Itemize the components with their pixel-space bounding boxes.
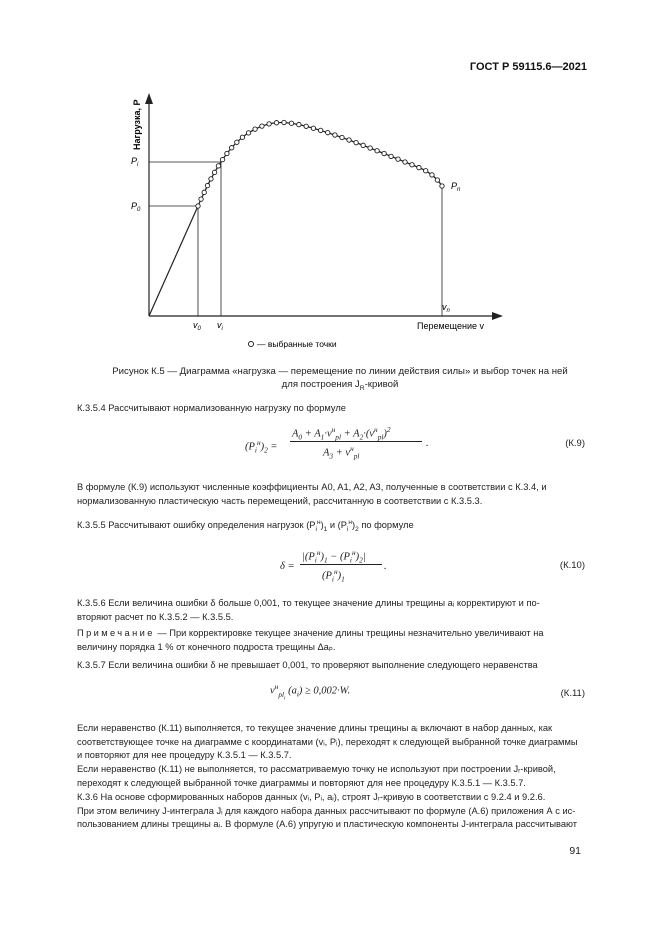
y-axis-arrow [145,93,153,104]
selected-point [347,138,351,142]
selected-point [304,124,308,128]
paragraph-inequality-false: Если неравенство (К.11) не выполняется, то рассматриваемую точку не используют при построении Jᵣ-кривой, переходят к следующей выбранной точке диаграммы и повторяют для нее процедуру К.3.5.1 — К.3.5.7. [77,764,556,788]
v0-label: $v_0$ [193,320,201,332]
paragraph-inequality-true: Если неравенство (К.11) выполняется, то текущее значение длины трещины aᵢ включают в набор данных, как соответствующее точке на диаграмме с координатами (vᵢ, Pᵢ), переходят к следующей выбранной точке диаграммы и повторяют для нее процедуру К.3.5.1 — К.3.5.7. [77,723,578,761]
selected-point [212,170,216,174]
paragraph-k356: К.3.5.6 Если величина ошибки δ больше 0,001, то текущее значение длины трещины aᵢ корректируют и по- вторяют расчет по К.3.5.2 — К.3.5.5. [77,598,540,622]
selected-point [225,151,229,155]
selected-point [220,157,224,161]
pn-label: $P_n$ [451,181,461,193]
y-axis-label: Нагрузка, P [132,99,142,150]
selected-point [297,122,301,126]
selected-point [424,169,428,173]
vi-label: $v_i$ [217,320,223,332]
selected-point [361,143,365,147]
selected-point [205,183,209,187]
legend-text: — выбранные точки [257,339,337,349]
selected-point [282,120,286,124]
x-axis-label: Перемещение v [417,321,484,331]
selected-point [396,157,400,161]
selected-points [196,120,444,208]
selected-point [216,164,220,168]
selected-point [209,177,213,181]
selected-point [311,126,315,130]
selected-point [382,151,386,155]
selected-point [403,160,407,164]
selected-point [235,140,239,144]
p0-label: $P_0$ [131,201,141,213]
legend-marker [249,342,254,347]
selected-point [267,122,271,126]
selected-point [375,149,379,153]
selected-point [340,135,344,139]
selected-point [389,154,393,158]
selected-point [229,146,233,150]
caption-line2: для построения $J_R$-кривой [281,379,399,392]
selected-point [253,127,257,131]
formula-k11: $v^н_{pl_i}$ $(a_i) \ge 0,002\cdot W$. [270,682,351,702]
selected-point [199,197,203,201]
selected-point [410,163,414,167]
selected-point [435,178,439,182]
selected-point [440,184,444,188]
selected-point [274,121,278,125]
selected-point [196,204,200,208]
selected-point [417,165,421,169]
selected-point [289,121,293,125]
vn-label: $v_n$ [442,302,450,314]
selected-point [326,130,330,134]
selected-point [260,124,264,128]
paragraph-k355: К.3.5.5 Рассчитывают ошибку определения нагрузок $(P_i^н)_1$ и $(P_i^н)_2$ по формуле [77,519,414,533]
caption-line1: Рисунок К.5 — Диаграмма «нагрузка — перемещение по линии действия силы» и выбор точек на ней [112,366,568,377]
selected-point [368,146,372,150]
figure-caption [60,365,620,395]
equation-number-k10: (К.10) [559,560,585,571]
selected-point [354,140,358,144]
equation-number-k11: (К.11) [560,688,585,699]
equation-number-k9: (К.9) [565,438,585,449]
paragraph-k9-explanation: В формуле (К.9) используют численные коэффициенты A0, A1, A2, A3, полученные в соответствии с К.3.4, и нормализованную пластическую часть перемещений, рассчитанную в соответствии с К.3.5.3. [77,482,547,506]
selected-point [202,190,206,194]
load-displacement-diagram [120,90,520,355]
document-code-header: ГОСТ Р 59115.6—2021 [469,61,587,73]
selected-point [333,133,337,137]
selected-point [318,128,322,132]
selected-point [430,173,434,177]
note-paragraph: Примечание — При корректировке текущее значение длины трещины незначительно увеличивают на величину порядка 1 % от конечного подроста трещины Δaₚ. [77,628,544,652]
paragraph-k354: К.3.5.4 Рассчитывают нормализованную нагрузку по формуле [77,403,346,413]
selected-point [240,135,244,139]
pi-label: $P_i$ [131,156,139,168]
selected-point [246,131,250,135]
elastic-line [149,206,198,316]
page-number: 91 [569,845,581,857]
x-axis-arrow [492,312,503,320]
paragraph-k36: К.3.6 На основе сформированных наборов данных (vᵢ, Pᵢ, aᵢ), строят Jᵣ-кривую в соответствии с 9.2.4 и 9.2.6. При этом величину J-интеграла Jᵢ для каждого набора данных рассчитывают по формуле (А.6) приложения А с ис- пользованием длины трещины aᵢ. В формуле (А.6) упругую и пластическую компоненты J-интеграла рассчитывают [77,792,578,830]
paragraph-k357: К.3.5.7 Если величина ошибки δ не превышает 0,001, то проверяют выполнение следующего неравенства [77,660,538,670]
